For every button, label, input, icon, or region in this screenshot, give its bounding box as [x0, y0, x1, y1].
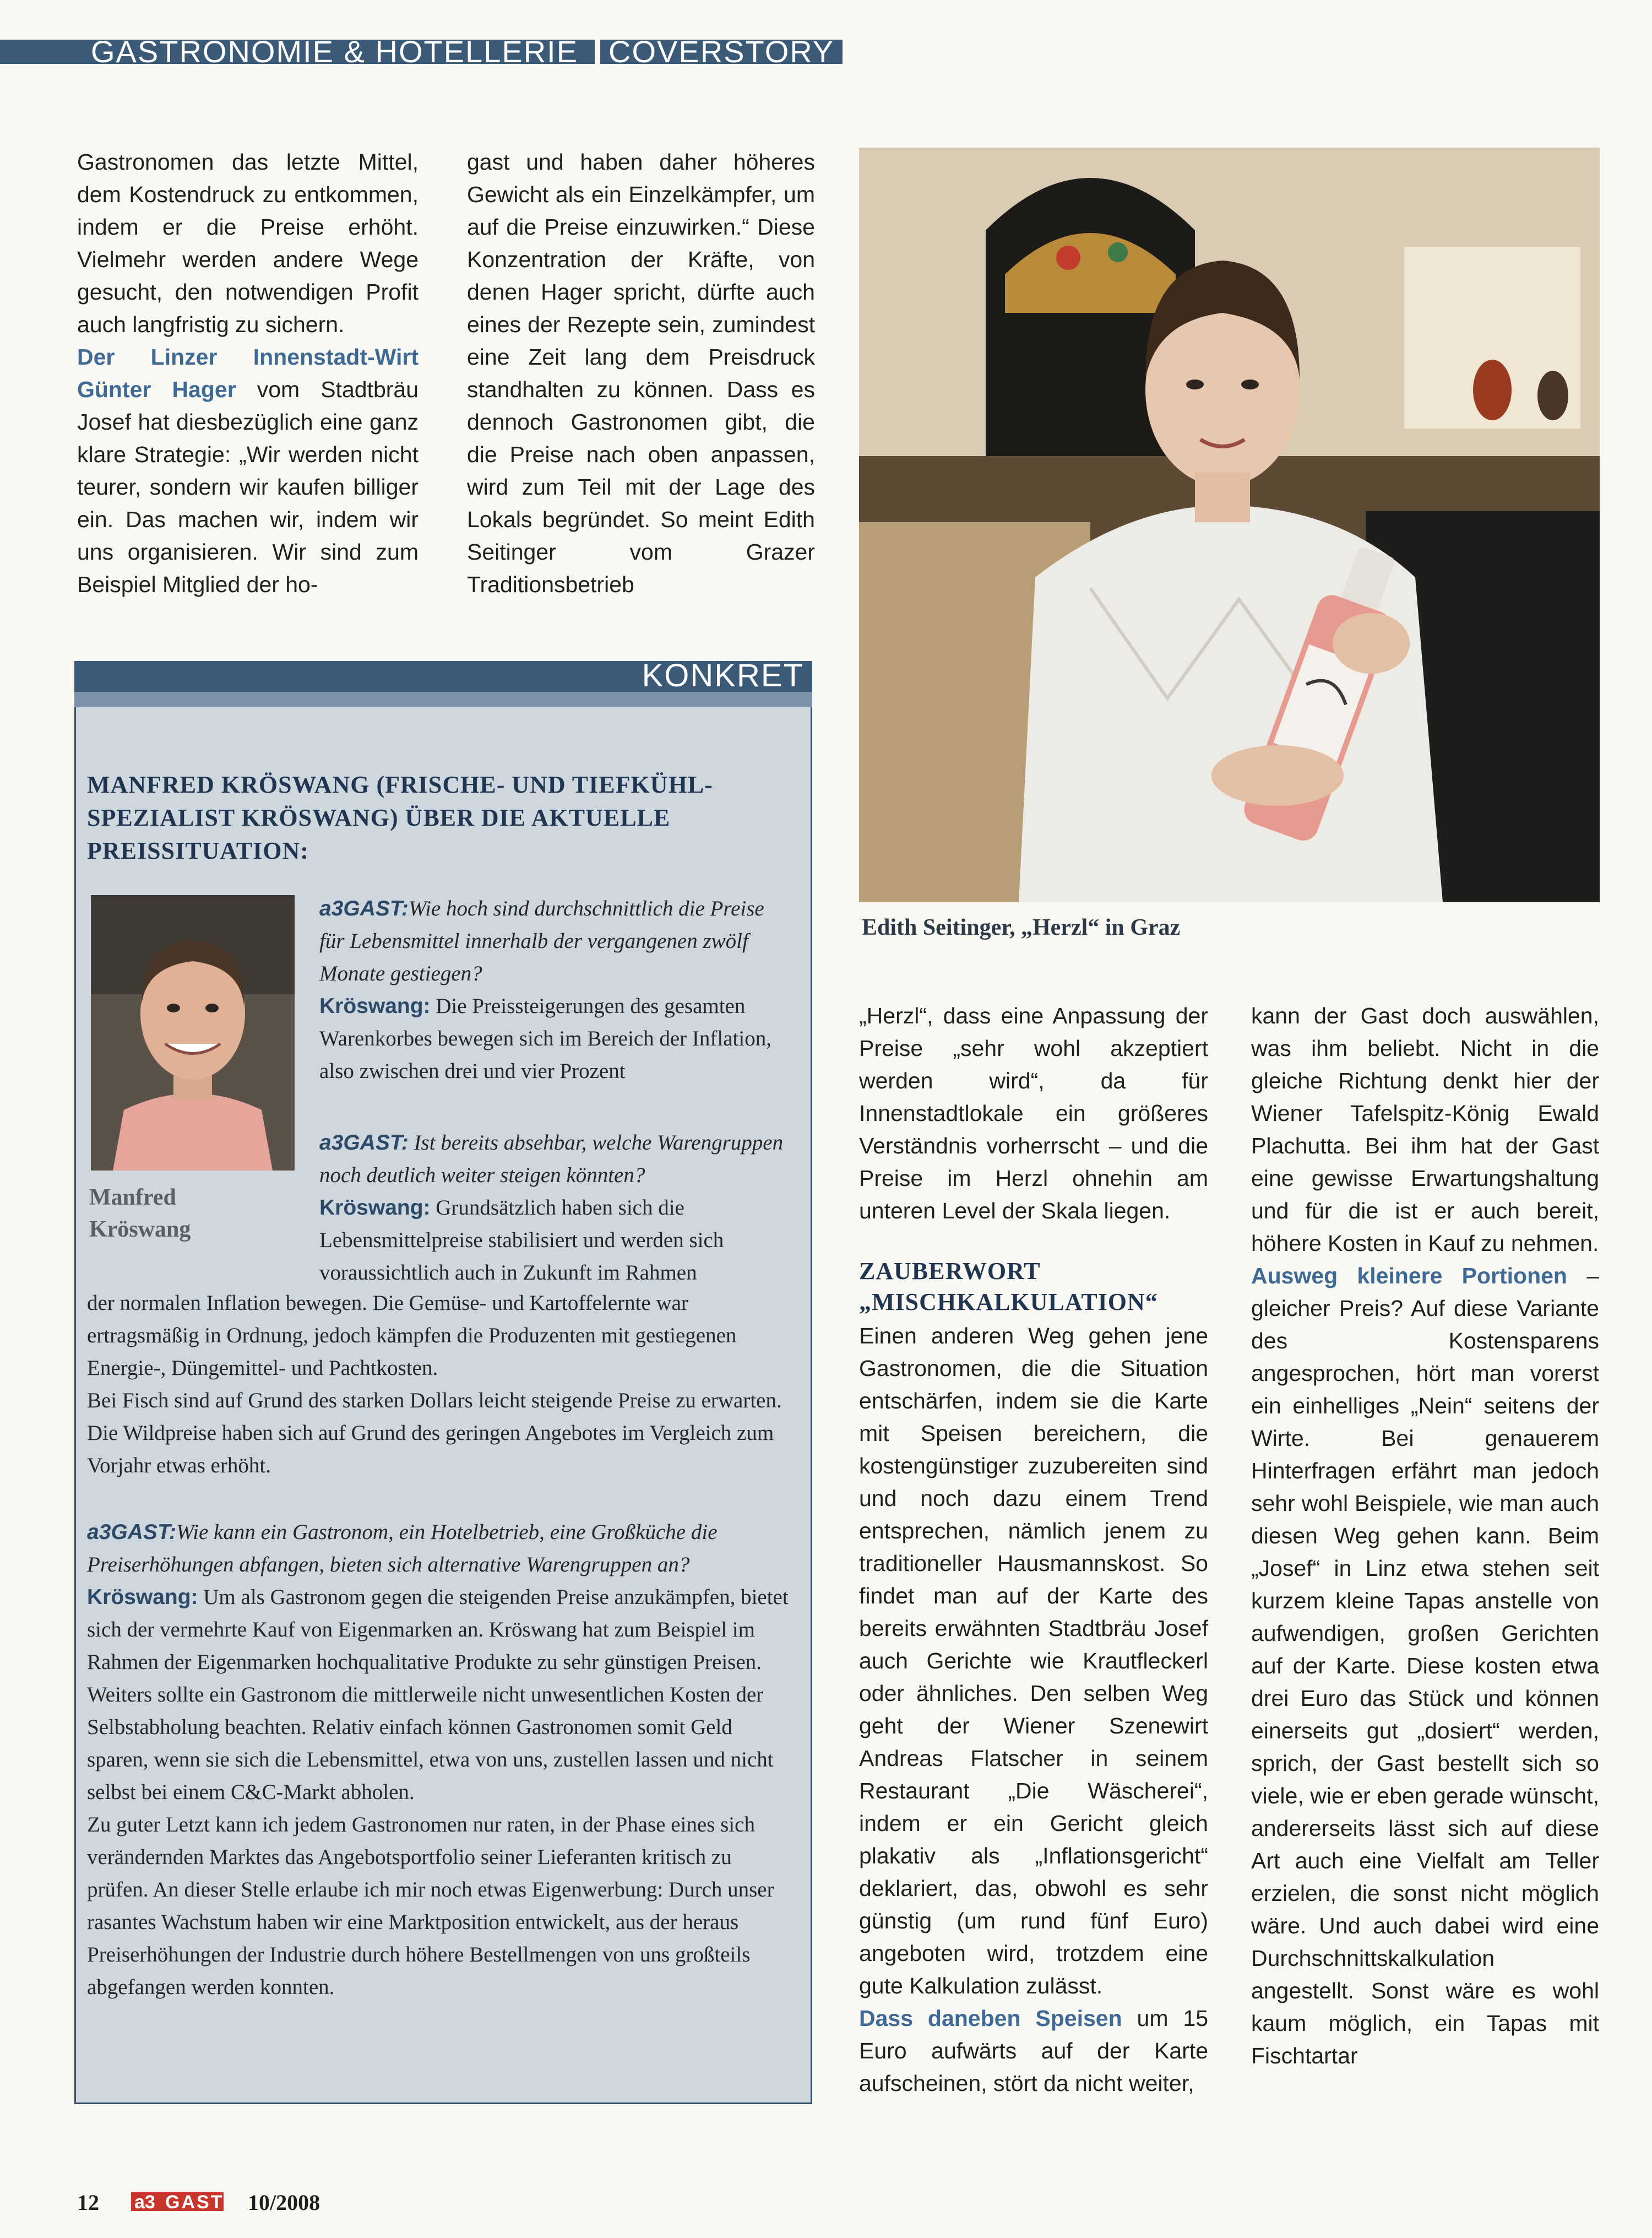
issue-date: 10/2008 — [248, 2190, 320, 2215]
interview-block-2-continued — [87, 1287, 797, 1482]
article-column-1 — [77, 146, 419, 601]
answer-text: Weiters sollte ein Gastronom die mittlerweile nicht unwesentlichen Kosten der Selbstabholung beachten. Relativ einfach können Gastronomen somit Geld sparen, wenn sie sich die Lebensmittel, etwa von uns, zustellen lassen und nicht selbst bei einem C&C-Markt abholen. — [87, 1683, 774, 1804]
interviewee-tag: Kröswang: — [319, 1196, 431, 1220]
paragraph — [1251, 1260, 1599, 2072]
interview-block-2 — [319, 1126, 793, 1289]
paragraph-lead: Der Linzer Innenstadt-Wirt Günter Hager — [77, 344, 419, 402]
portrait-illustration — [91, 895, 295, 1171]
photo-illustration — [859, 148, 1600, 902]
paragraph: Gastronomen das letzte Mittel, dem Kostendruck zu entkommen, indem er die Preise erhöht. Vielmehr werden andere Wege gesucht, den notwendigen Profit auch langfristig zu sichern. — [77, 149, 419, 337]
article-column-3 — [859, 1000, 1208, 2100]
box-label: KONKRET — [642, 658, 804, 693]
interviewer-tag: a3GAST: — [319, 1131, 409, 1155]
article-column-2 — [467, 146, 815, 601]
interviewee-tag: Kröswang: — [319, 994, 431, 1018]
subheading — [859, 1256, 1208, 1318]
answer-text: Bei Fisch sind auf Grund des starken Dollars leicht steigende Preise zu erwarten. Die Wildpreise haben sich auf Grund des geringen Angebotes im Vergleich zum Vorjahr etwas erhöht. — [87, 1389, 782, 1477]
portrait-caption-line-2: Kröswang — [89, 1217, 191, 1242]
paragraph: Einen anderen Weg gehen jene Gastronomen, die die Situation entschärfen, indem sie die Karte mit Speisen bereichern, die kostengünstiger zuzubereiten sind und noch dazu einem Trend entsprechen, nämlich jenem zu traditioneller Hausmannskost. So findet man auf der Karte des bereits erwähnten Stadtbräu Josef auch Gerichte wie Krautfleckerl oder ähnliches. Den selben Weg geht der Wiener Szenewirt Andreas Flatscher in seinem Restaurant „Die Wäscherei“, indem er ein Gericht gleich plakativ als „Inflationsgericht“ deklariert, das, obwohl es sehr günstig (um rund fünf Euro) angeboten wird, trotzdem eine gute Kalkulation zulässt. — [859, 1323, 1208, 1998]
subheading-line-2: „MISCHKALKULATION“ — [859, 1288, 1158, 1315]
paragraph-lead: Dass daneben Speisen — [859, 2006, 1122, 2031]
paragraph: kann der Gast doch auswählen, was ihm beliebt. Nicht in die gleiche Richtung denkt hier der Wiener Tafelspitz-König Ewald Plachutta. Bei ihm hat der Gast eine gewisse Erwartungshaltung und für die ist er auch bereit, höhere Kosten in Kauf zu nehmen. — [1251, 1003, 1599, 1256]
paragraph — [859, 2002, 1208, 2100]
magazine-logo-gast: GAST — [165, 2192, 224, 2213]
interview-block-1 — [319, 892, 793, 1087]
portrait-caption — [89, 1182, 287, 1245]
paragraph-text: – gleicher Preis? Auf diese Variante des Kostensparens angesprochen, hört man vorerst ein einhelliges „Nein“ seitens der Wirte. Bei genauerem Hinterfragen erfährt man jedoch sehr wohl Beispiele, wie man auch diesen Weg gehen kann. Beim „Josef“ in Linz etwa stehen seit kurzem kleine Tapas anstelle von aufwendigen, großen Gerichten auf der Karte. Diese kosten etwa drei Euro das Stück und können einerseits gut „dosiert“ werden, sprich, der Gast bestellt sich so viele, wie er eben gerade wünscht, andererseits lässt sich auf diese Art auch eine Vielfalt am Teller erzielen, die sonst nicht möglich wäre. Und auch dabei wird eine Durchschnittskalkulation angestellt. Sonst wäre es wohl kaum möglich, ein Tapas mit Fischtartar — [1251, 1263, 1599, 2068]
interviewer-tag: a3GAST: — [87, 1520, 176, 1544]
paragraph-lead: Ausweg kleinere Portionen — [1251, 1263, 1567, 1288]
paragraph-text: vom Stadtbräu Josef hat diesbezüglich eine ganz klare Strategie: „Wir werden nicht teurer, sondern wir kaufen billiger ein. Das machen wir, indem wir uns organisieren. Wir sind zum Beispiel Mitglied der ho- — [77, 377, 419, 597]
question — [319, 892, 793, 990]
interviewer-tag: a3GAST: — [319, 897, 409, 920]
header-divider — [595, 39, 600, 66]
answer — [319, 1191, 793, 1289]
paragraph-text: um 15 Euro aufwärts auf der Karte aufscheinen, stört da nicht weiter, — [859, 2006, 1208, 2096]
photo-caption: Edith Seitinger, „Herzl“ in Graz — [862, 915, 1181, 940]
answer — [319, 990, 793, 1087]
answer-text: Zu guter Letzt kann ich jedem Gastronomen nur raten, in der Phase eines sich verändernden Marktes das Angebotsportfolio seiner Lieferanten kritisch zu prüfen. An dieser Stelle erlaube ich mir noch etwas Eigenwerbung: Durch unser rasantes Wachstum haben wir eine Marktposition entwickelt, aus der heraus Preiserhöhungen der Industrie durch höhere Bestellmengen von uns großteils abgefangen werden konnten. — [87, 1813, 774, 1999]
paragraph: „Herzl“, dass eine Anpassung der Preise „sehr wohl akzeptiert werden wird“, da für Innenstadtlokale ein größeres Verständnis vorherrscht – und die Preise im Herzl ohnehin am unteren Level der Skala liegen. — [859, 1003, 1208, 1223]
article-column-4 — [1251, 1000, 1599, 2072]
question-text: Ist bereits absehbar, welche Warengruppen noch deutlich weiter steigen könnten? — [319, 1131, 784, 1187]
answer-text: der normalen Inflation bewegen. Die Gemüse- und Kartoffelernte war ertragsmäßig in Ordnung, jedoch kämpfen die Produzenten mit gestiegenen Energie-, Düngemittel- und Pachtkosten. — [87, 1291, 737, 1380]
portrait-photo — [91, 895, 295, 1171]
answer-text: Die Preissteigerungen des gesamten Warenkorbes bewegen sich im Bereich der Inflation, also zwischen drei und vier Prozent — [319, 994, 771, 1083]
portrait-caption-line-1: Manfred — [89, 1185, 176, 1210]
question-text: Wie kann ein Gastronom, ein Hotelbetrieb, eine Großküche die Preiserhöhungen abfangen, bieten sich alternative Warengruppen an? — [87, 1520, 718, 1576]
category-title: COVERSTORY — [608, 34, 835, 69]
answer-text: Um als Gastronom gegen die steigenden Preise anzukämpfen, bietet sich der vermehrte Kauf von Eigenmarken an. Kröswang hat zum Beispiel im Rahmen der Eigenmarken hochqualitative Produkte zu sehr günstigen Preisen. — [87, 1585, 789, 1674]
interviewee-tag: Kröswang: — [87, 1585, 198, 1609]
box-headline: MANFRED KRÖSWANG (FRISCHE- UND TIEFKÜHL-SPEZIALIST KRÖSWANG) ÜBER DIE AKTUELLE PREISSITUATION: — [87, 771, 713, 864]
question — [319, 1126, 793, 1191]
photo-edith-seitinger — [859, 148, 1600, 902]
paragraph — [77, 341, 419, 601]
subheading-line-1: ZAUBERWORT — [859, 1258, 1041, 1285]
answer-text: Grundsätzlich haben sich die Lebensmittelpreise stabilisiert und werden sich voraussichtlich auch in Zukunft im Rahmen — [319, 1196, 724, 1285]
answer — [87, 1581, 797, 1678]
interview-block-3 — [87, 1516, 797, 2003]
paragraph: gast und haben daher höheres Gewicht als ein Einzelkämpfer, um auf die Preise einzuwirken.“ Diese Konzentration der Kräfte, von denen Hager spricht, dürfte auch eines der Rezepte sein, zumindest eine Zeit lang dem Preisdruck standhalten zu können. Dass es dennoch Gastronomen gibt, die die Preise nach oben anpassen, wird zum Teil mit der Lage des Lokals begründet. So meint Edith Seitinger vom Grazer Traditionsbetrieb — [467, 149, 815, 597]
page-number: 12 — [77, 2190, 99, 2215]
magazine-logo-a3: a3 — [134, 2192, 155, 2213]
section-title: GASTRONOMIE & HOTELLERIE — [91, 34, 579, 69]
question — [87, 1516, 797, 1581]
question-text: Wie hoch sind durchschnittlich die Preise für Lebensmittel innerhalb der vergangenen zwölf Monate gestiegen? — [319, 897, 764, 985]
box-header-stripe — [74, 692, 812, 707]
